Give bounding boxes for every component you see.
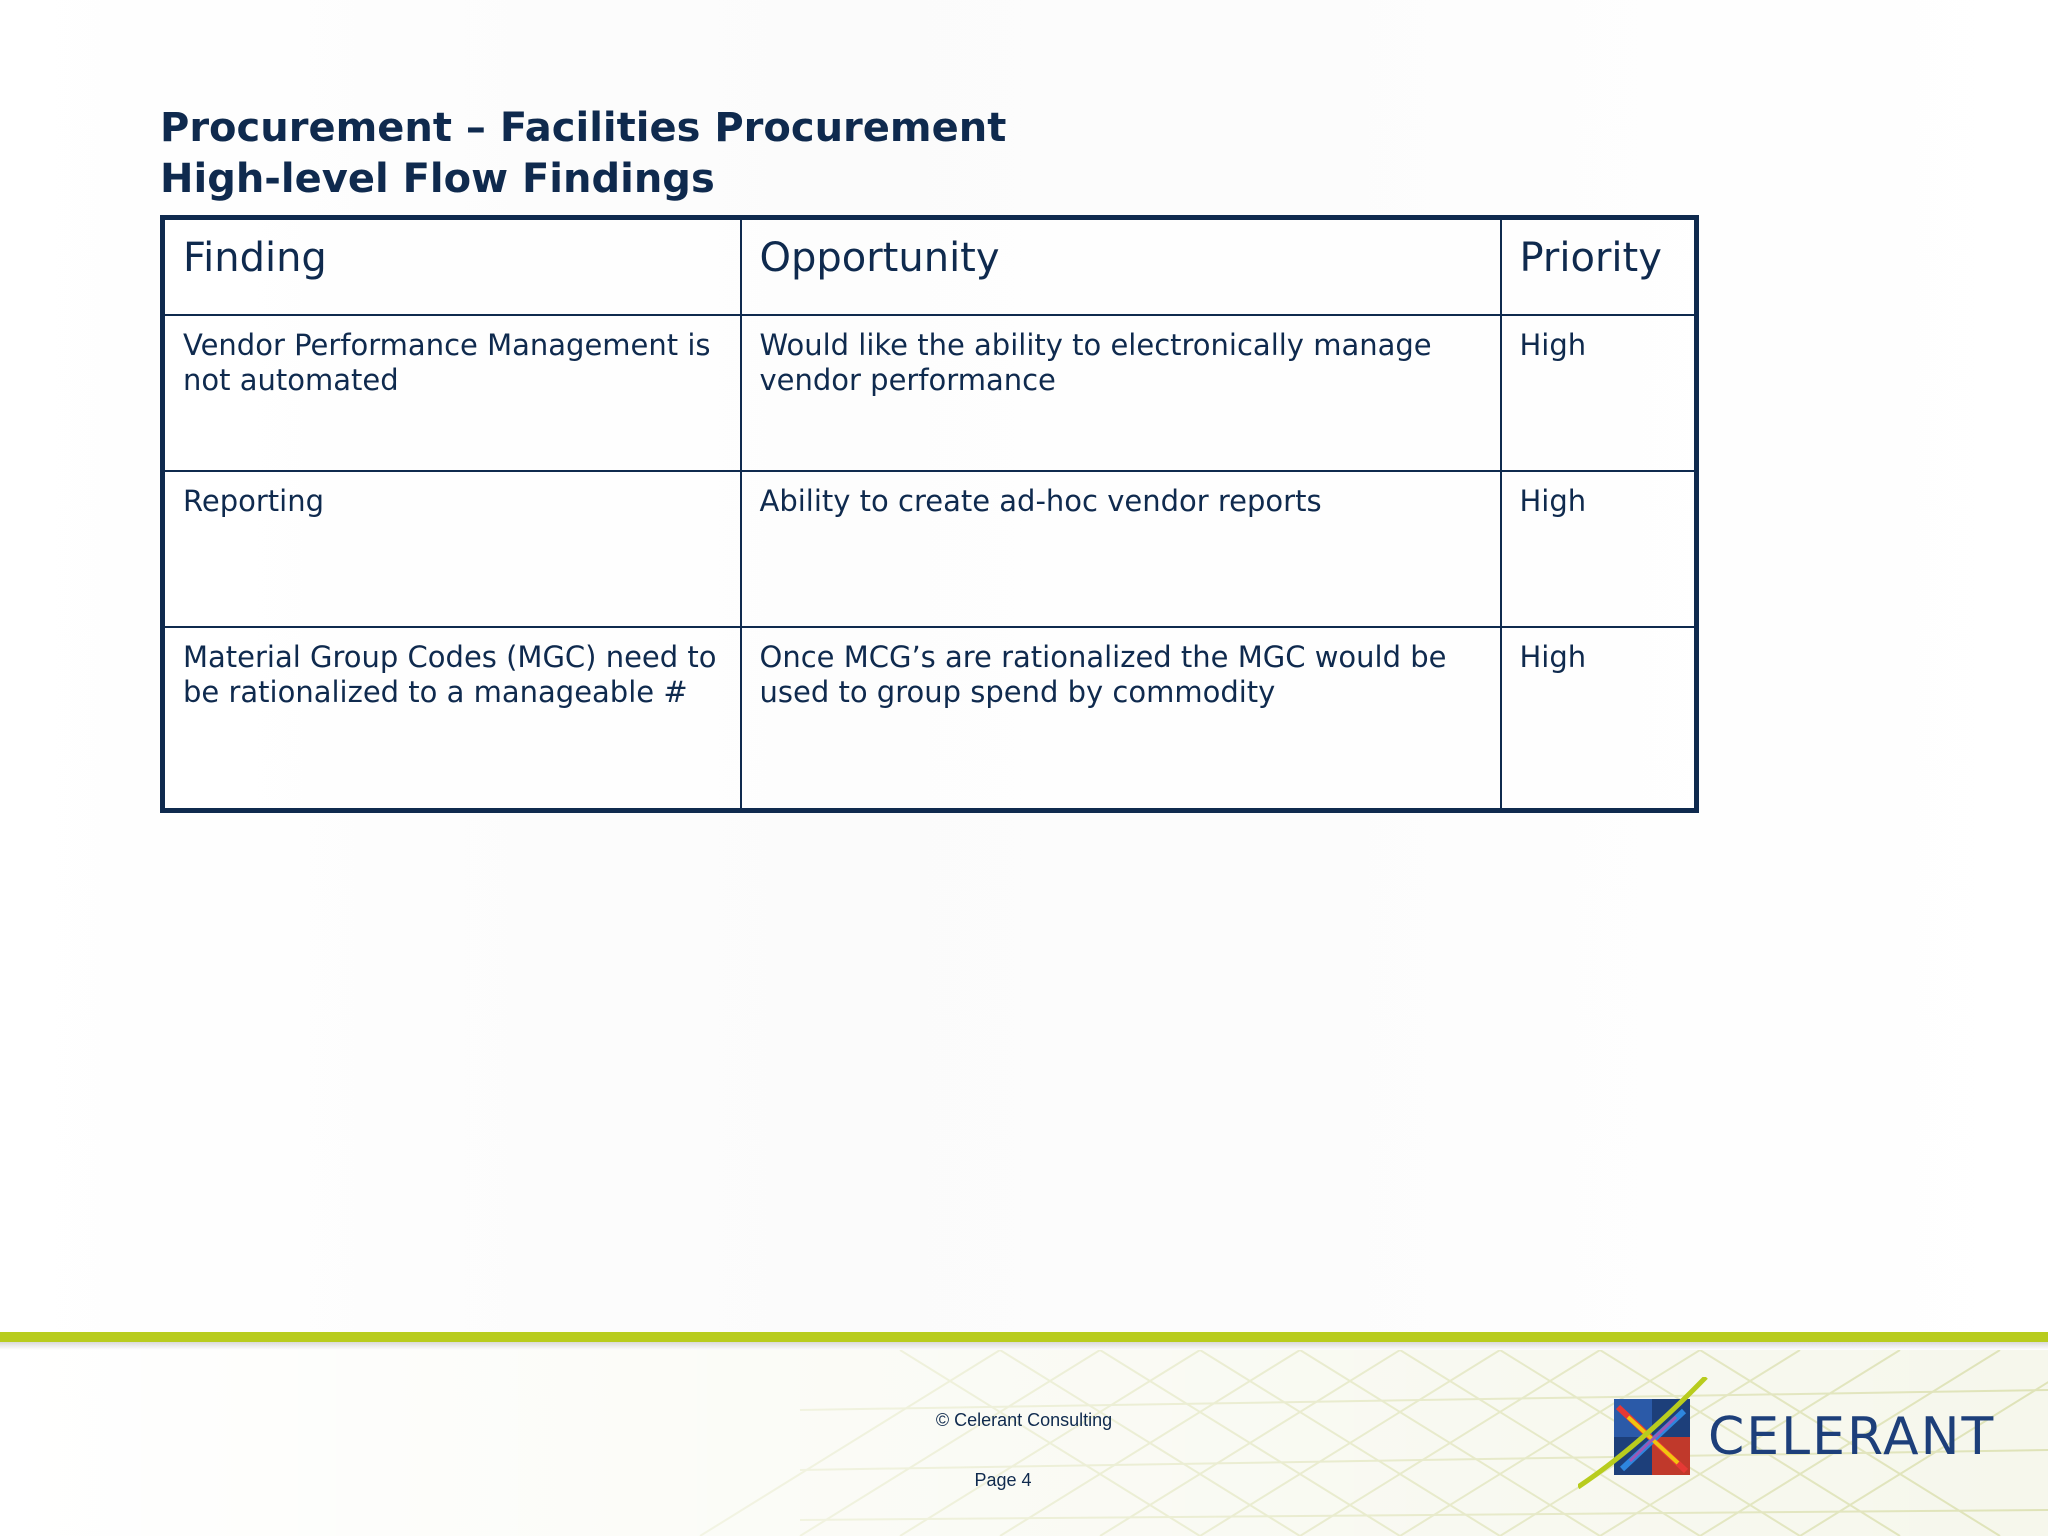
celerant-logo-text: CELERANT: [1708, 1407, 1996, 1467]
finding-cell: Vendor Performance Management is not automated: [163, 315, 741, 471]
footer-accent-band: [0, 1332, 2048, 1342]
page-subtitle: High-level Flow Findings: [160, 156, 715, 202]
table-header-row: [163, 218, 1697, 316]
table-row: [163, 315, 1697, 471]
column-header-priority: Priority: [1501, 218, 1697, 316]
celerant-logo: [1578, 1377, 2018, 1497]
page-number: Page 4: [974, 1470, 1032, 1490]
priority-cell: High: [1501, 627, 1697, 811]
slide-footer: [0, 1332, 2048, 1536]
table-row: [163, 471, 1697, 627]
table-row: [163, 627, 1697, 811]
finding-cell: Material Group Codes (MGC) need to be rationalized to a manageable #: [163, 627, 741, 811]
opportunity-cell: Once MCG’s are rationalized the MGC would be used to group spend by commodity: [741, 627, 1501, 811]
celerant-logo-mark-icon: [1578, 1377, 1708, 1497]
findings-table: [160, 215, 1699, 813]
priority-cell: High: [1501, 471, 1697, 627]
copyright-text: © Celerant Consulting: [935, 1410, 1113, 1430]
footer-shadow: [0, 1342, 2048, 1350]
column-header-opportunity: Opportunity: [741, 218, 1501, 316]
priority-cell: High: [1501, 315, 1697, 471]
page-title: Procurement – Facilities Procurement: [160, 105, 1007, 151]
finding-cell: Reporting: [163, 471, 741, 627]
title-block: [160, 102, 1560, 204]
opportunity-cell: Would like the ability to electronically manage vendor performance: [741, 315, 1501, 471]
column-header-finding: Finding: [163, 218, 741, 316]
opportunity-cell: Ability to create ad-hoc vendor reports: [741, 471, 1501, 627]
